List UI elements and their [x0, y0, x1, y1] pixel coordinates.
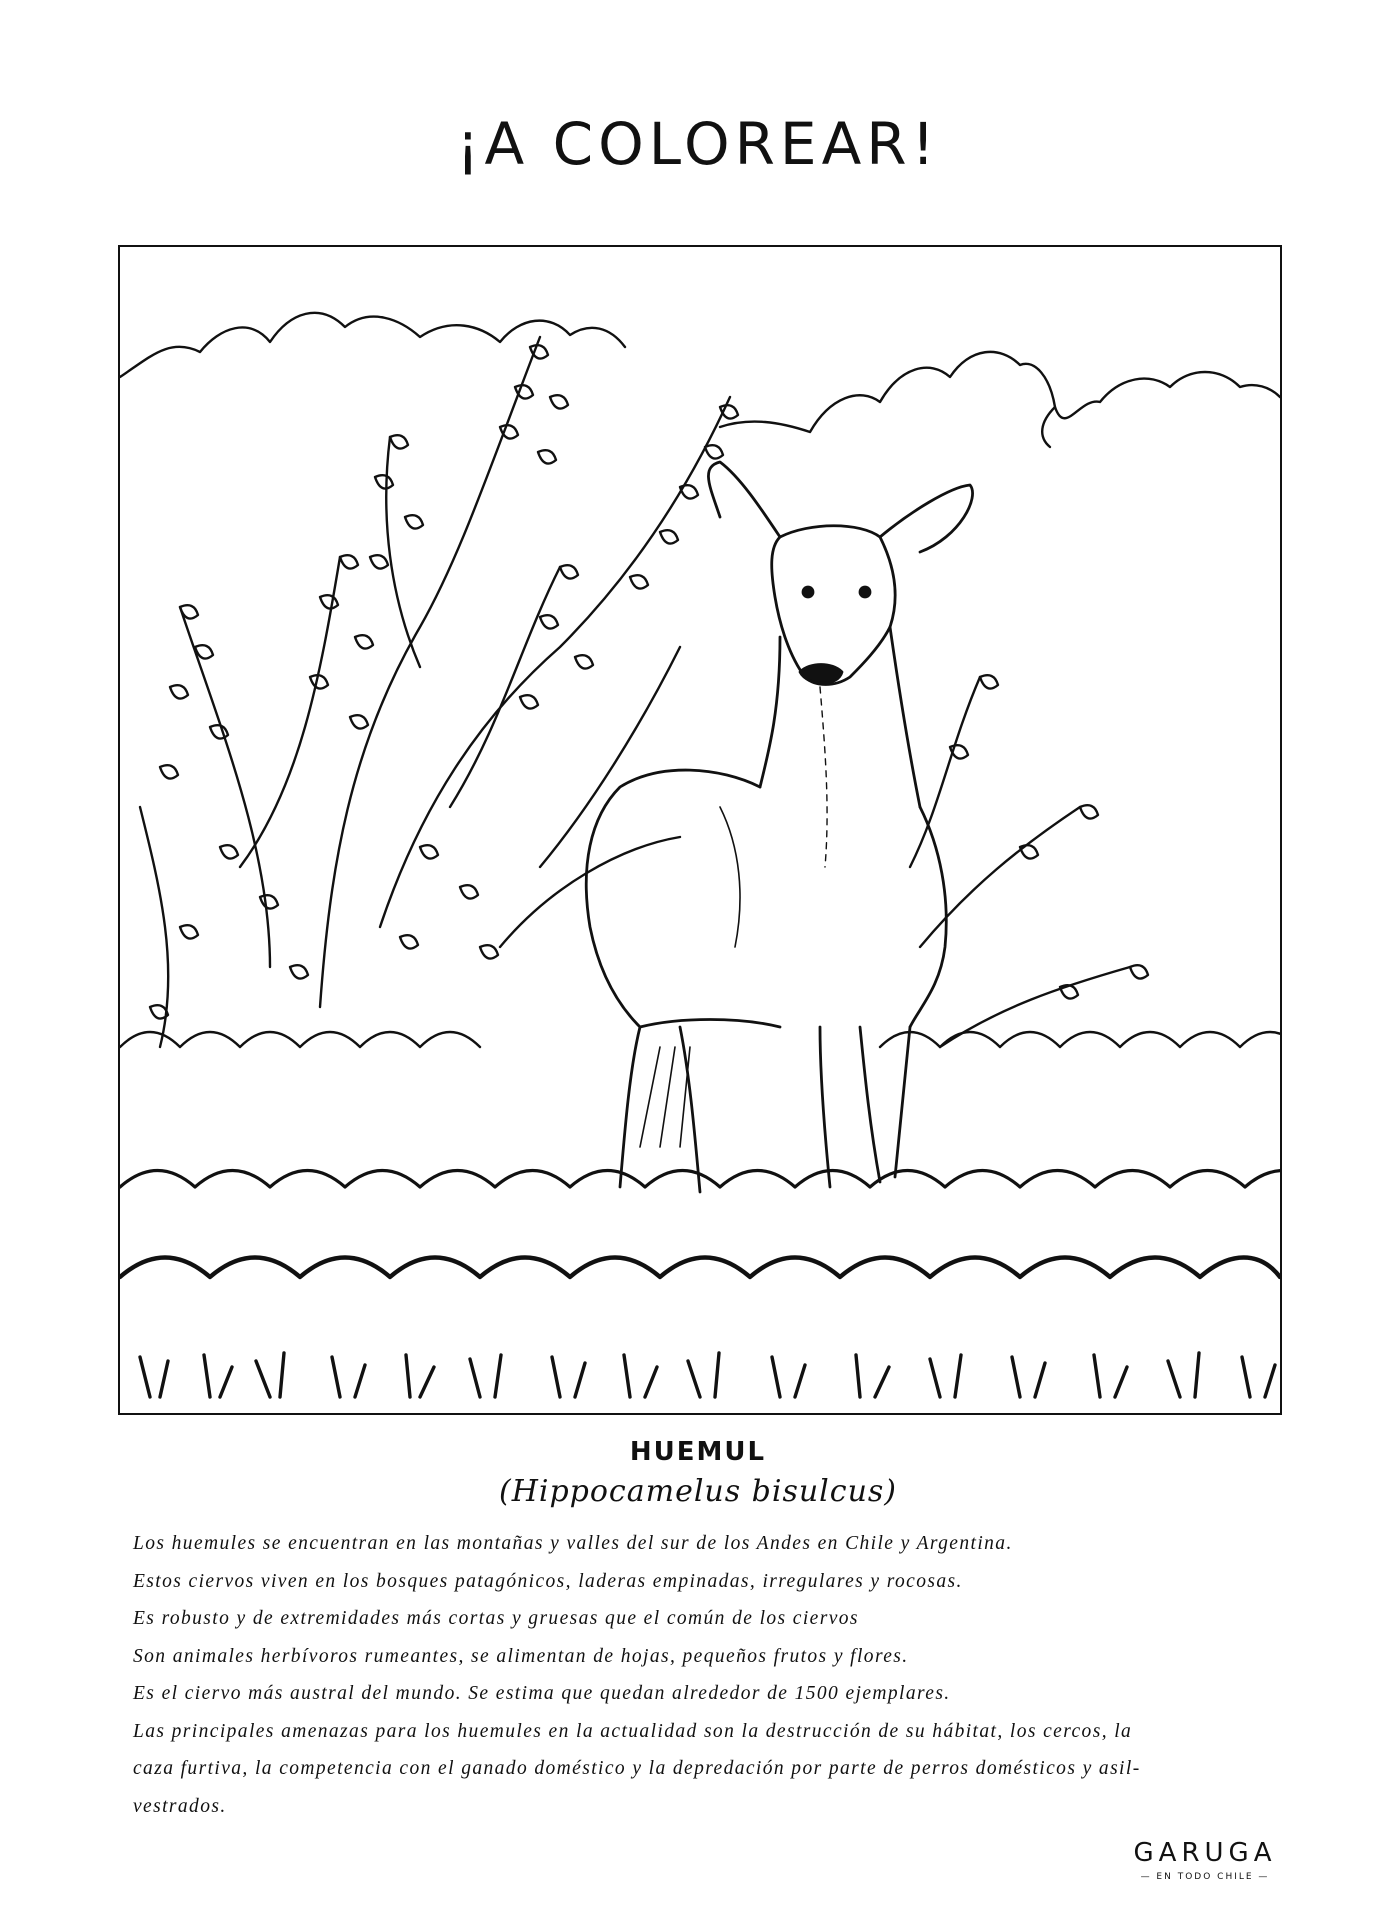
- grass-tufts: [140, 1353, 1275, 1397]
- description-line: Son animales herbívoros rumeantes, se alimentan de hojas, pequeños frutos y flores.: [133, 1645, 909, 1667]
- brand-tagline: — EN TODO CHILE —: [1140, 1872, 1270, 1882]
- deer-illustration: [120, 247, 1280, 1413]
- cloud-outline: [720, 352, 1280, 432]
- description-line: Estos ciervos viven en los bosques patagónicos, laderas empinadas, irregulares y rocosas.: [133, 1570, 963, 1592]
- description-line: Es robusto y de extremidades más cortas y gruesas que el común de los ciervos: [133, 1608, 859, 1629]
- coloring-illustration-frame: [118, 245, 1282, 1415]
- description-line: Los huemules se encuentran en las montañas y valles del sur de los Andes en Chile y Argentina.: [133, 1533, 1013, 1554]
- cloud-outline: [1042, 407, 1055, 447]
- description-line: Las principales amenazas para los huemules en la actualidad son la destrucción de su hábitat, los cercos, la: [133, 1720, 1133, 1742]
- scientific-name: (Hippocamelus bisulcus): [499, 1474, 897, 1509]
- right-shrub: [910, 675, 1148, 1047]
- description-line: caza furtiva, la competencia con el ganado doméstico y la depredación por parte de perros domésticos y asil-: [133, 1758, 1141, 1779]
- leaf-clusters: [150, 345, 738, 1018]
- brand-name: GARUGA: [1133, 1838, 1277, 1868]
- cloud-outline: [120, 313, 625, 377]
- deer-figure: [586, 462, 972, 1192]
- description: [133, 1525, 1273, 1825]
- page-title: ¡A COLOREAR!: [456, 110, 940, 178]
- shrub-branches: [140, 337, 730, 1047]
- brand-logo: [1120, 1838, 1290, 1882]
- animal-name: HUEMUL: [629, 1437, 767, 1467]
- description-line: Es el ciervo más austral del mundo. Se estima que quedan alrededor de 1500 ejemplares.: [133, 1683, 951, 1704]
- bush-rows: [120, 1032, 1280, 1277]
- description-line: vestrados.: [133, 1795, 227, 1817]
